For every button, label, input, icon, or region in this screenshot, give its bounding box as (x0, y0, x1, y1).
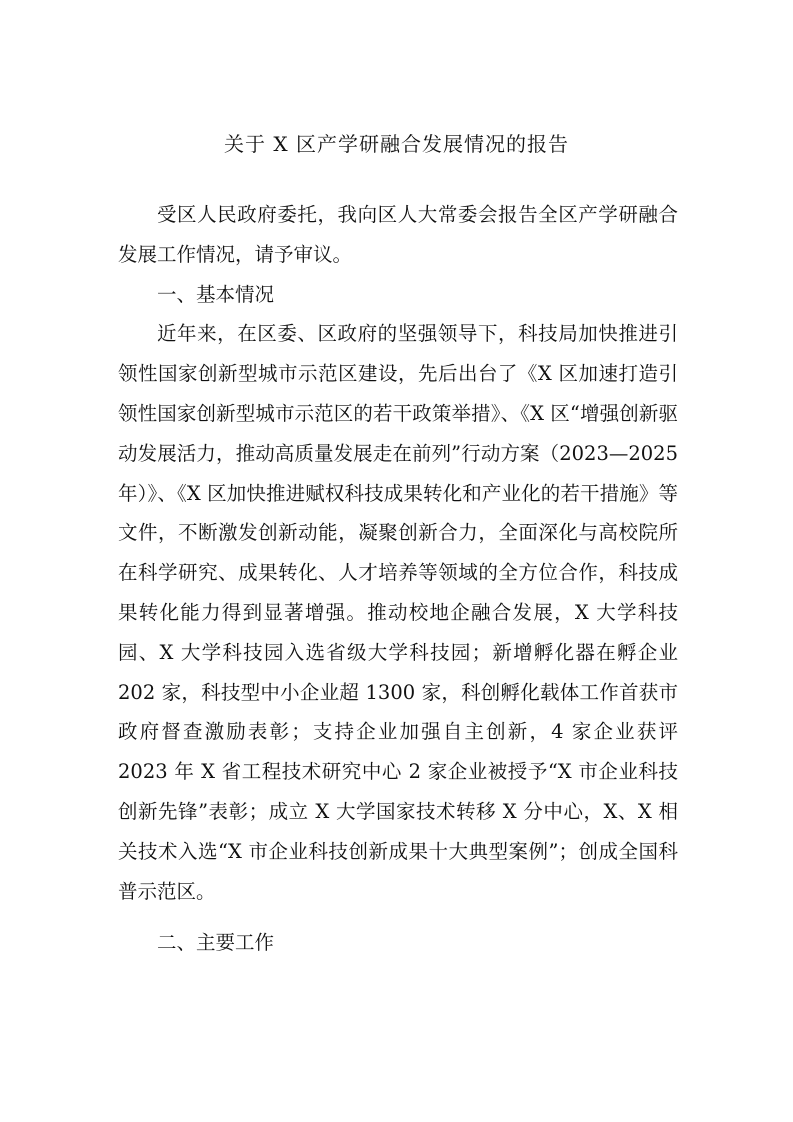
section-heading-main-work: 二、主要工作 (157, 931, 275, 955)
intro-paragraph: 受区人民政府委托，我向区人大常委会报告全区产学研融合发展工作情况，请予审议。 (118, 203, 678, 266)
document-body (118, 195, 678, 963)
basic-situation-paragraph: 近年来，在区委、区政府的坚强领导下，科技局加快推进引领性国家创新型城市示范区建设，先后出台了《X 区加速打造引领性国家创新型城市示范区的若干政策举措》、《X 区“增强创新驱动发展活力，推动高质量发展走在前列”行动方案（2023—2025 年）》、《X 区加快推进赋权科技成果转化和产业化的若干措施》等文件，不断激发创新动能，凝聚创新合力，全面深化与高校院所在科学研究、成果转化、人才培养等领域的全方位合作，科技成果转化能力得到显著增强。推动校地企融合发展，X 大学科技园、X 大学科技园入选省级大学科技园；新增孵化器在孵企业 202 家，科技型中小企业超 1300 家，科创孵化载体工作首获市政府督查激励表彰；支持企业加强自主创新，4 家企业获评 2023 年 X 省工程技术研究中心 2 家企业被授予“X 市企业科技创新先锋”表彰；成立 X 大学国家技术转移 X 分中心，X、X 相关技术入选“X 市企业科技创新成果十大典型案例”；创成全国科普示范区。 (118, 322, 678, 903)
section-heading-basic-situation: 一、基本情况 (157, 282, 275, 306)
document-title: 关于 X 区产学研融合发展情况的报告 (224, 132, 569, 156)
